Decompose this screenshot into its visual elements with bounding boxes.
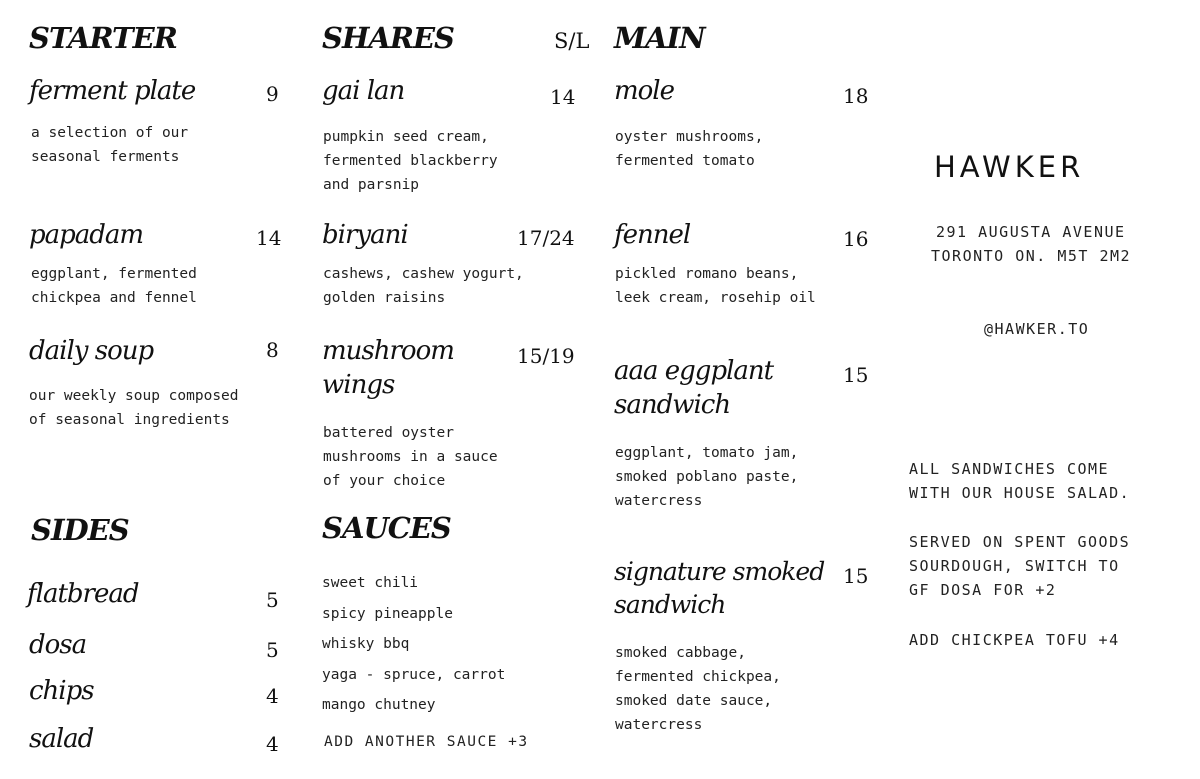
dish-description: oyster mushrooms, fermented tomato [615, 129, 764, 169]
sides-heading: SIDES [31, 513, 129, 547]
dish-name: mushroom wings [322, 336, 454, 401]
sauce-item: sweet chili [322, 575, 419, 591]
dish-price: 8 [266, 338, 279, 362]
side-name: chips [29, 676, 94, 706]
add-sauce-note: ADD ANOTHER SAUCE +3 [324, 734, 529, 750]
dish-description: cashews, cashew yogurt, golden raisins [323, 266, 524, 306]
dish-name: fennel [614, 220, 691, 250]
starter-heading: STARTER [29, 21, 177, 55]
dish-price: 18 [843, 84, 869, 108]
bread-note: SERVED ON SPENT GOODS SOURDOUGH, SWITCH TO GF DOSA FOR +2 [909, 533, 1131, 599]
sauce-item: mango chutney [322, 697, 436, 713]
dish-price: 17/24 [517, 226, 575, 250]
side-name: dosa [29, 630, 87, 660]
dish-name: ferment plate [29, 76, 196, 106]
sauce-item: whisky bbq [322, 636, 410, 652]
side-price: 5 [266, 588, 279, 612]
dish-price: 16 [843, 227, 869, 251]
side-name: salad [29, 724, 94, 754]
dish-description: eggplant, tomato jam, smoked poblano paste, watercress [615, 445, 799, 509]
dish-name: aaa eggplant sandwich [614, 356, 774, 421]
dish-price: 15 [843, 363, 869, 387]
shares-heading: SHARES [322, 21, 454, 55]
side-price: 5 [266, 638, 279, 662]
dish-name: papadam [29, 220, 144, 250]
address-line-2: TORONTO ON. M5T 2M2 [931, 247, 1132, 265]
social-handle: @HAWKER.TO [984, 320, 1090, 338]
dish-name: daily soup [29, 336, 154, 366]
address-line-1: 291 AUGUSTA AVENUE [936, 223, 1126, 241]
dish-price: 15/19 [517, 344, 575, 368]
dish-description: a selection of our seasonal ferments [31, 125, 189, 165]
dish-price: 15 [843, 564, 869, 588]
side-price: 4 [266, 732, 279, 756]
dish-price: 14 [256, 226, 282, 250]
sauce-item: spicy pineapple [322, 605, 453, 622]
dish-description: eggplant, fermented chickpea and fennel [31, 266, 197, 306]
dish-price: 9 [266, 82, 279, 106]
hawker-logo: HAWKER [934, 150, 1085, 184]
dish-description: pickled romano beans, leek cream, rosehip oil [615, 266, 816, 306]
dish-name: signature smoked sandwich [614, 557, 825, 619]
sauce-list [322, 568, 505, 721]
sandwich-note: ALL SANDWICHES COME WITH OUR HOUSE SALAD. [909, 460, 1131, 502]
sauce-item: yaga - spruce, carrot [322, 666, 506, 683]
dish-price: 14 [550, 85, 576, 109]
dish-description: pumpkin seed cream, fermented blackberry and parsnip [323, 129, 498, 193]
side-price: 4 [266, 684, 279, 708]
sauces-heading: SAUCES [322, 511, 451, 545]
dish-name: biryani [322, 220, 408, 250]
dish-description: battered oyster mushrooms in a sauce of your choice [323, 425, 498, 489]
dish-description: smoked cabbage, fermented chickpea, smoked date sauce, watercress [615, 645, 781, 733]
dish-name: mole [614, 76, 675, 106]
dish-name: gai lan [322, 76, 405, 106]
dish-description: our weekly soup composed of seasonal ingredients [29, 388, 239, 428]
side-name: flatbread [27, 579, 139, 609]
main-heading: MAIN [614, 21, 705, 55]
tofu-note: ADD CHICKPEA TOFU +4 [909, 631, 1120, 649]
size-label: S/L [554, 29, 590, 53]
